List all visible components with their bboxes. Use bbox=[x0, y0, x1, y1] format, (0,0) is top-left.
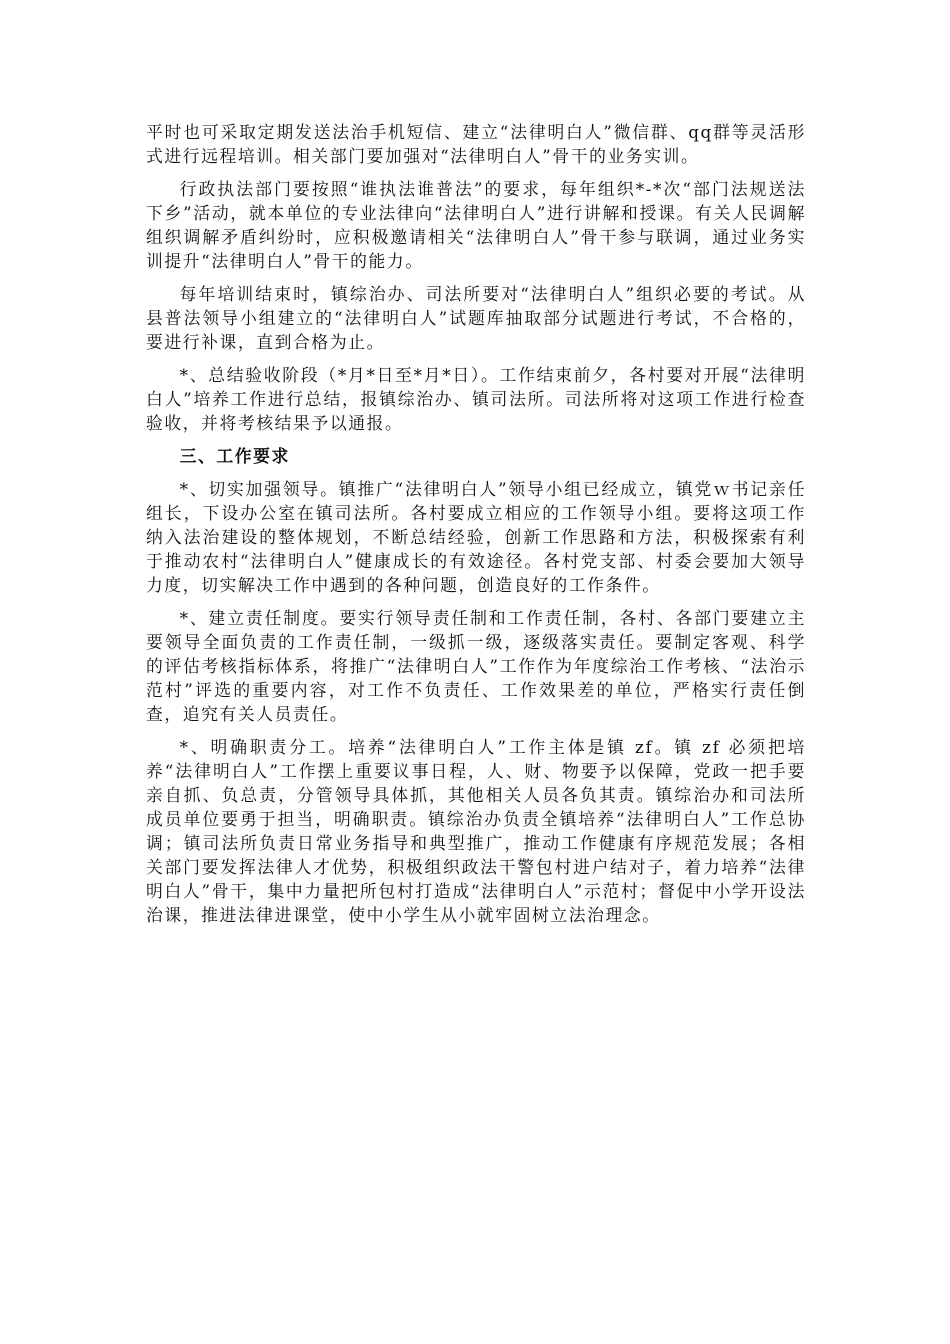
section-heading: 三、工作要求 bbox=[179, 446, 290, 466]
paragraph-summary-stage: *、总结验收阶段（*月*日至*月*日）。工作结束前夕，各村要对开展“法律明白人”培养工作进行总结，报镇综治办、镇司法所。司法所将对这项工作进行检查验收，并将考核结果予以通报。 bbox=[146, 365, 806, 433]
paragraph-law-enforcement: 行政执法部门要按照“谁执法谁普法”的要求，每年组织*-*次“部门法规送法下乡”活动，就本单位的专业法律向“法律明白人”进行讲解和授课。有关人民调解组织调解矛盾纠纷时，应积极邀请相关“法律明白人”骨干参与联调，通过业务实训提升“法律明白人”骨干的能力。 bbox=[146, 179, 806, 271]
document-page bbox=[146, 120, 806, 936]
requirement-division-of-duties: *、明确职责分工。培养“法律明白人”工作主体是镇 zf。镇 zf 必须把培养“法律明白人”工作摆上重要议事日程，人、财、物要予以保障，党政一把手要亲自抓、负总责，分管领导具体抓，其他相关人员各负其责。镇综治办和司法所成员单位要勇于担当，明确职责。镇综治办负责全镇培养“法律明白人”工作总协调；镇司法所负责日常业务指导和典型推广，推动工作健康有序规范发展；各相关部门要发挥法律人才优势，积极组织政法干警包村进户结对子，着力培养“法律明白人”骨干，集中力量把所包村打造成“法律明白人”示范村；督促中小学开设法治课，推进法律进课堂，使中小学生从小就牢固树立法治理念。 bbox=[146, 737, 806, 925]
paragraph-training-remote: 平时也可采取定期发送法治手机短信、建立“法律明白人”微信群、qq群等灵活形式进行远程培训。相关部门要加强对“法律明白人”骨干的业务实训。 bbox=[146, 122, 806, 166]
requirement-leadership: *、切实加强领导。镇推广“法律明白人”领导小组已经成立，镇党ｗ书记亲任组长，下设办公室在镇司法所。各村要成立相应的工作领导小组。要将这项工作纳入法治建设的整体规划，不断总结经验，创新工作思路和方法，积极探索有利于推动农村“法律明白人”健康成长的有效途径。各村党支部、村委会要加大领导力度，切实解决工作中遇到的各种问题，创造良好的工作条件。 bbox=[146, 479, 806, 595]
requirement-responsibility: *、建立责任制度。要实行领导责任制和工作责任制，各村、各部门要建立主要领导全面负责的工作责任制，一级抓一级，逐级落实责任。要制定客观、科学的评估考核指标体系，将推广“法律明白人”工作作为年度综治工作考核、“法治示范村”评选的重要内容，对工作不负责任、工作效果差的单位，严格实行责任倒查，追究有关人员责任。 bbox=[146, 608, 806, 724]
paragraph-annual-exam: 每年培训结束时，镇综治办、司法所要对“法律明白人”组织必要的考试。从县普法领导小组建立的“法律明白人”试题库抽取部分试题进行考试，不合格的，要进行补课，直到合格为止。 bbox=[146, 284, 806, 352]
